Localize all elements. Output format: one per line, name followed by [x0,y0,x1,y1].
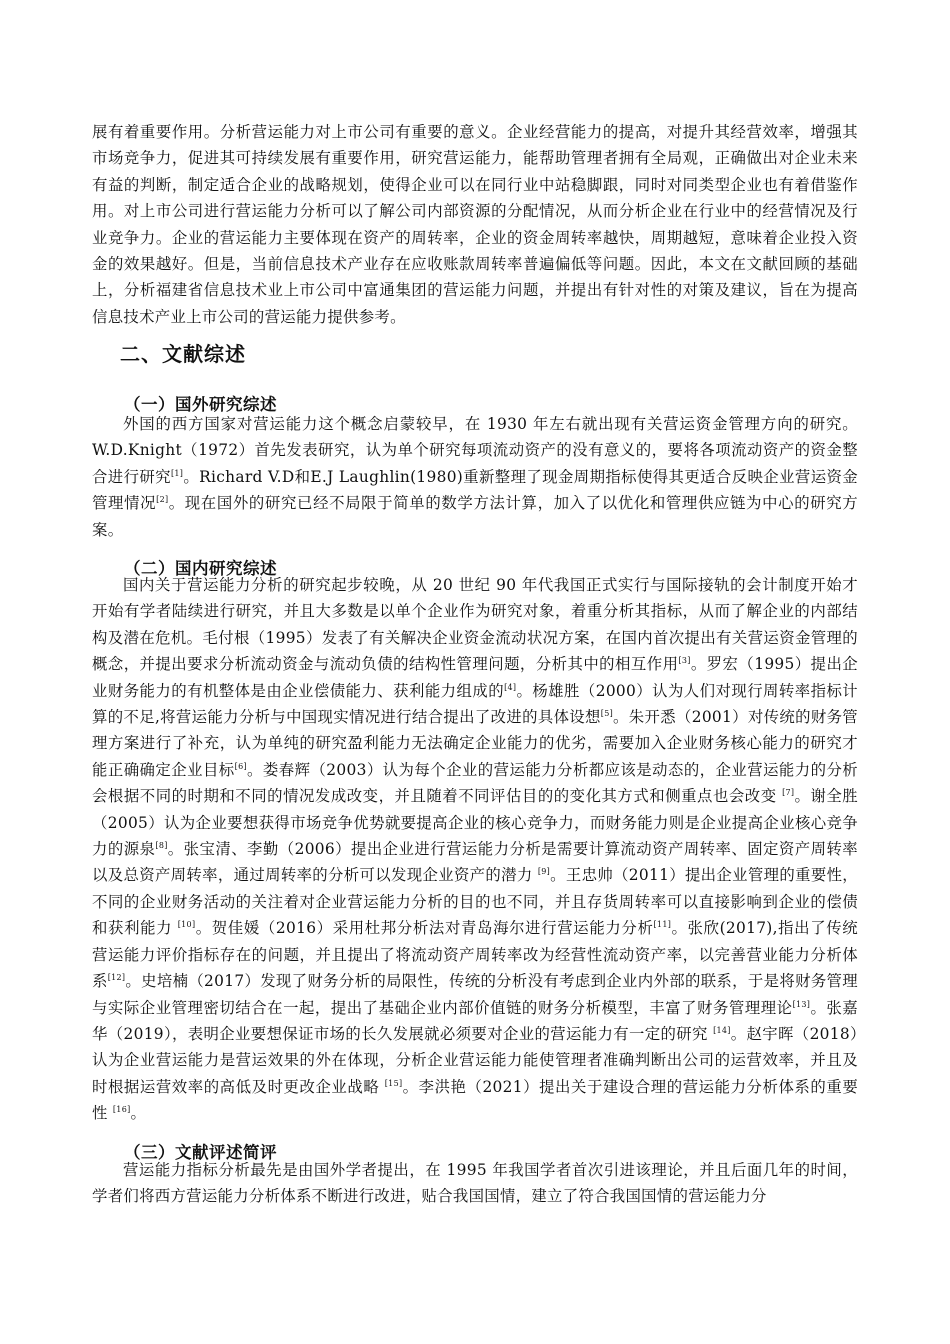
citation-ref: [13] [792,999,811,1009]
text-span: 。朱开悉（2001）对传统的财务管理方案进行了补充，认为单纯的研究盈利能力无法确定企业能力的优劣，需要加入企业财务核心能力的研究才能正确确定企业目标 [92,708,858,779]
text-span: 。张嘉华（2019），表明企业要想保证市场的长久发展就必须要对企业的营运能力有一定的研究 [92,998,859,1043]
text-span: 。李洪艳（2021）提出关于建设合理的营运能力分析体系的重要性 [92,1077,859,1123]
citation-ref: [14] [713,1025,731,1035]
foreign-review-paragraph [92,411,858,543]
text-span: 。张欣(2017),指出了传统营运能力评价指标存在的问题，并且提出了将流动资产周转率改为经营性流动资产率，以完善营业能力分析体系 [92,919,858,991]
intro-paragraph: 展有着重要作用。分析营运能力对上市公司有重要的意义。企业经营能力的提高，对提升其经营效率，增强其市场竞争力，促进其可持续发展有重要作用，研究营运能力，能帮助管理者拥有全局观，正确做出对企业未来有益的判断，制定适合企业的战略规划，使得企业可以在同行业中站稳脚跟，同时对同类型企业也有着借鉴作用。对上市公司进行营运能力分析可以了解公司内部资源的分配情况，从而分析企业在行业中的经营情况及行业竞争力。企业的营运能力主要体现在资产的周转率，企业的资金周转率越快，周期越短，意味着企业投入资金的效果越好。但是，当前信息技术产业存在应收账款周转率普遍偏低等问题。因此，本文在文献回顾的基础上，分析福建省信息技术业上市公司中富通集团的营运能力问题，并提出有针对性的对策及建议，旨在为提高信息技术产业上市公司的营运能力提供参考。 [92,123,858,326]
text-span: 。谢全胜（2005）认为企业要想获得市场竞争优势就要提高企业的核心竞争力，而财务能力则是企业提高企业核心竞争力的源泉 [92,787,859,859]
citation-ref: [8] [155,840,168,850]
text-span: 。杨雄胜（2000）认为人们对现行周转率指标计算的不足,将营运能力分析与中国现实情况进行结合提出了改进的具体设想 [92,681,858,727]
text-span: 。王忠帅（2011）提出企业管理的重要性，不同的企业财务活动的关注着对企业营运能力分析的目的也不同，并且存货周转率可以直接影响到企业的偿债和获利能力 [92,866,859,938]
domestic-review-paragraph [92,572,858,1127]
text-span: 。史培楠（2017）发现了财务分析的局限性，传统的分析没有考虑到企业内外部的联系，于是将财务管理与实际企业管理密切结合在一起，提出了基础企业内部价值链的财务分析模型，丰富了财务管理理论 [92,972,858,1017]
text-span: 。赵宇晖（2018）认为企业营运能力是营运效果的外在体现，分析企业营运能力能使管理者准确判断出公司的运营效率，并且及时根据运营效率的高低及时更改企业战略 [92,1024,858,1096]
citation-ref: [7] [782,788,795,798]
subsection-heading-domestic: （二）国内研究综述 [124,559,277,578]
text-span: 国内关于营运能力分析的研究起步较晚，从 20 世纪 90 年代我国正式实行与国际接轨的会计制度开始才开始有学者陆续进行研究，并且大多数是以单个企业作为研究对象，着重分析其指标，从而了解企业的内部结构及潜在危机。毛付根（1995）发表了有关解决企业资金流动状况方案，在国内首次提出有关营运资金管理的概念，并提出要求分析流动资金与流动负债的结构性管理问题，分析其中的相互作用 [92,576,858,674]
review-comment-paragraph: 营运能力指标分析最先是由国外学者提出，在 1995 年我国学者首次引进该理论，并且后面几年的时间，学者们将西方营运能力分析体系不断进行改进，贴合我国国情，建立了符合我国国情的营运能力分 [92,1161,858,1206]
text-span: 外国的西方国家对营运能力这个概念启蒙较早，在 1930 年左右就出现有关营运资金管理方向的研究。W.D.Knight（1972）首先发表研究，认为单个研究每项流动资产的没有意义的，要将各项流动资产的资金整合进行研究 [92,415,858,486]
citation-ref: [6] [234,761,247,771]
citation-ref: [5] [600,708,614,718]
citation-ref: [4] [504,682,517,692]
text-span: 。娄春辉（2003）认为每个企业的营运能力分析都应该是动态的，企业营运能力的分析会根据不同的时期和不同的情况发成改变，并且随着不同评估目的的变化其方式和侧重点也会改变 [92,760,859,806]
citation-ref: [1] [170,468,184,478]
citation-ref: [12] [107,972,126,982]
text-span: 。Richard V.D和E.J Laughlin(1980)重新整理了现金周期指标使得其更适合反映企业营运资金管理情况 [92,467,858,513]
text-span: 。现在国外的研究已经不局限于简单的数学方法计算，加入了以优化和管理供应链为中心的研究方案。 [92,494,858,539]
text-span: 。 [130,1104,147,1123]
citation-ref: [16] [112,1105,131,1114]
citation-ref: [9] [537,867,551,877]
text-span: 。贺佳媛（2016）采用杜邦分析法对青岛海尔进行营运能力分析 [195,919,654,938]
citation-ref: [11] [653,920,672,930]
subsection-heading-review-comment: （三）文献评述简评 [124,1143,277,1162]
citation-ref: [10] [177,920,196,930]
section-heading-literature-review: 二、文献综述 [120,342,246,366]
text-span: 。张宝清、李勤（2006）提出企业进行营运能力分析是需要计算流动资产周转率、固定资产周转率以及总资产周转率，通过周转率的分析可以发现企业资产的潜力 [92,840,859,885]
subsection-heading-foreign: （一）国外研究综述 [124,395,277,414]
citation-ref: [3] [678,656,691,666]
citation-ref: [2] [156,495,169,505]
citation-ref: [15] [384,1078,403,1088]
text-span: 。罗宏（1995）提出企业财务能力的有机整体是由企业偿债能力、获利能力组成的 [92,655,858,700]
